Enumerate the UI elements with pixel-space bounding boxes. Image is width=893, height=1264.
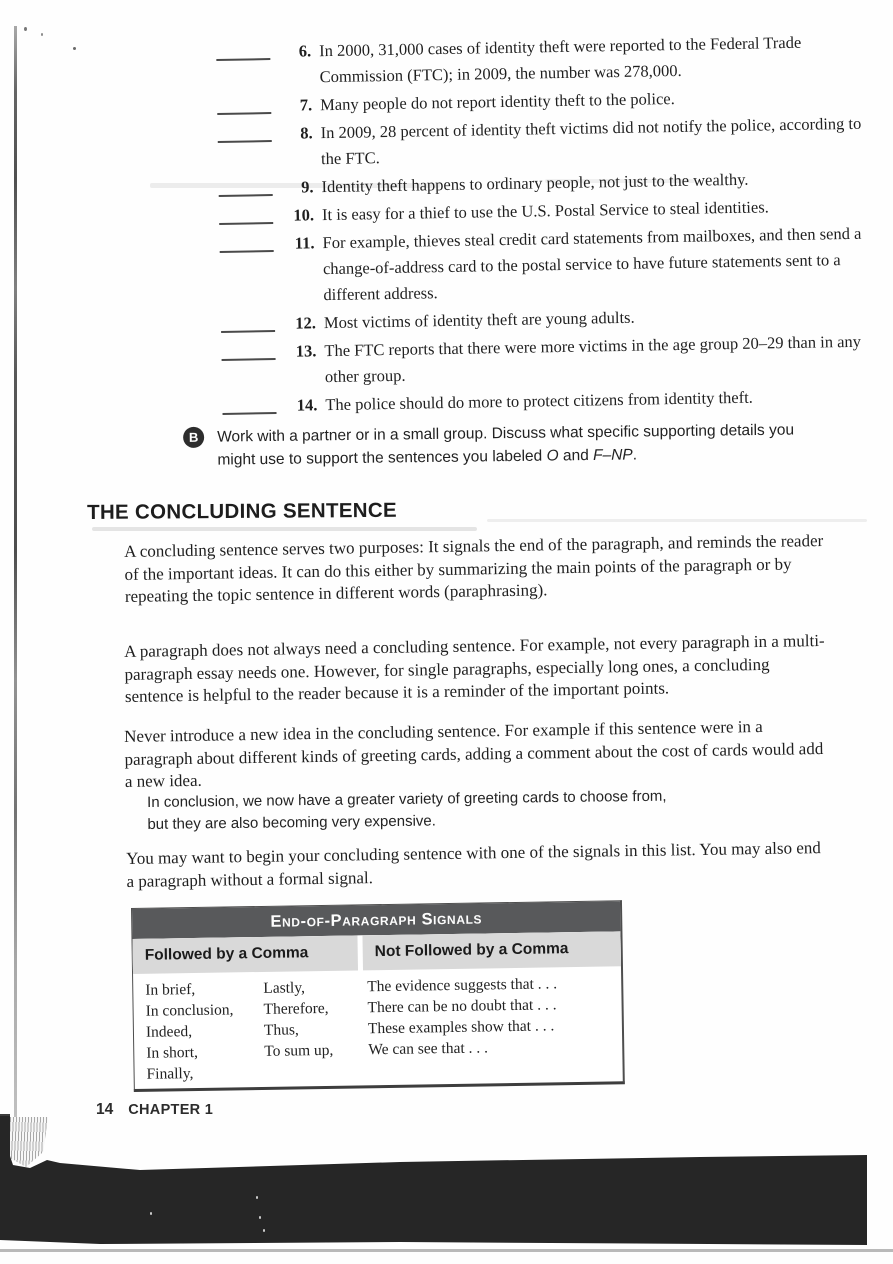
exercise-item-6: [216, 29, 865, 92]
label-f-np: F–NP: [592, 446, 633, 464]
signal-word: Indeed,: [145, 1023, 193, 1041]
activity-b-text: [217, 418, 802, 471]
column-header-not-followed: Not Followed by a Comma: [362, 931, 621, 970]
scan-smudge: [92, 527, 477, 531]
item-number: 6.: [298, 41, 312, 61]
item-text: In 2009, 28 percent of identity theft victims did not notify the police, according to the FTC.: [320, 113, 862, 169]
page-stack-edges: [8, 1117, 48, 1167]
answer-blank-line: [218, 175, 272, 197]
signal-word: Lastly,: [263, 979, 306, 997]
answer-blank-line: [219, 203, 273, 225]
item-number: 13.: [295, 341, 317, 361]
answer-blank-line: [221, 311, 275, 333]
example-concluding-sentence: In conclusion, we now have a greater variety of greeting cards to choose from, but they are also becoming very expensive.: [147, 787, 667, 833]
table-title: End-of-Paragraph Signals: [132, 901, 620, 939]
signal-phrase: These examples show that . . .: [367, 1017, 555, 1038]
followed-column: [145, 976, 369, 1084]
item-number: 10.: [293, 205, 315, 225]
activity-b-text-and: and: [558, 446, 594, 465]
scan-speck: [263, 1229, 265, 1232]
scan-dark-band: [0, 1116, 893, 1250]
scan-speck: [41, 33, 43, 36]
exercise-item-list: [216, 29, 871, 420]
exercise-item-8: [217, 111, 866, 174]
page-footer: [96, 1101, 213, 1119]
item-text: Most victims of identity theft are young adults.: [323, 307, 635, 333]
table-body: [133, 966, 623, 1089]
activity-b: [183, 418, 802, 472]
item-number: 8.: [300, 123, 313, 143]
item-number: 11.: [294, 233, 315, 253]
item-text: Identity theft happens to ordinary people, not just to the wealthy.: [321, 169, 749, 197]
signal-word: In conclusion,: [145, 1001, 234, 1020]
scan-smudge: [487, 519, 867, 522]
activity-b-text-before: Work with a partner or in a small group. Discuss what specific supporting details you might use to support the sentences you labeled: [217, 421, 795, 469]
scan-bottom-line: [0, 1249, 893, 1252]
followed-sublist-a: [145, 978, 265, 1085]
item-text: In 2000, 31,000 cases of identity theft were reported to the Federal Trade Commission (FTC); in 2009, the number was 278,000.: [319, 32, 802, 87]
paragraph-4: You may want to begin your concluding sentence with one of the signals in this list. You may also end a paragraph without a formal signal.: [126, 838, 821, 891]
paragraph-3: Never introduce a new idea in the concluding sentence. For example if this sentence were in a paragraph about different kinds of greeting cards, adding a comment about the cost of cards would add a new idea.: [124, 716, 824, 791]
signal-word: To sum up,: [264, 1041, 334, 1060]
exercise-item-11: [219, 221, 868, 310]
answer-blank-line: [221, 339, 275, 361]
item-text: For example, thieves steal credit card statements from mailboxes, and then send a change-of-address card to the postal service to have future statements sent to a different address.: [322, 223, 862, 305]
scan-speck: [259, 1216, 261, 1219]
signal-phrase: The evidence suggests that . . .: [367, 975, 558, 996]
not-followed-column: [367, 972, 623, 1081]
item-text: Many people do not report identity theft to the police.: [319, 89, 675, 115]
signal-word: Therefore,: [263, 999, 329, 1018]
signal-phrase: We can see that . . .: [368, 1039, 489, 1059]
item-text: The police should do more to protect citizens from identity theft.: [325, 387, 753, 415]
followed-sublist-b: [263, 976, 369, 1083]
signal-word: In brief,: [145, 981, 196, 999]
exercise-item-13: [221, 329, 870, 392]
item-number: 9.: [301, 177, 314, 197]
label-o: O: [546, 447, 559, 465]
signal-word: Thus,: [263, 1021, 299, 1039]
answer-blank-line: [219, 231, 273, 253]
signal-word: Finally,: [146, 1065, 194, 1083]
item-number: 12.: [295, 313, 317, 333]
signal-phrase: There can be no doubt that . . .: [367, 996, 557, 1017]
item-text: It is easy for a thief to use the U.S. Postal Service to steal identities.: [321, 197, 769, 225]
column-header-followed: Followed by a Comma: [132, 935, 358, 974]
paragraph-2: A paragraph does not always need a concluding sentence. For example, not every paragraph in a multi-paragraph essay needs one. However, for single paragraphs, especially long ones, a concluding sentence is helpful to the reader because it is a reminder of the important points.: [124, 630, 825, 706]
signal-word: In short,: [146, 1043, 199, 1062]
scan-speck: [256, 1196, 258, 1199]
scan-speck: [73, 47, 76, 50]
end-of-paragraph-signals-table: [131, 900, 625, 1092]
scan-speck: [150, 1212, 152, 1215]
paragraph-1: A concluding sentence serves two purposes: It signals the end of the paragraph, and reminds the reader of the important ideas. It can do this either by summarizing the main points of the paragraph or by repeating the topic sentence in different words (paraphrasing).: [124, 531, 824, 606]
activity-b-text-after: .: [632, 446, 638, 464]
answer-blank-line: [216, 39, 270, 61]
answer-blank-line: [217, 93, 271, 115]
page-number: 14: [96, 1101, 114, 1118]
answer-blank-line: [222, 393, 276, 415]
activity-b-badge: B: [183, 427, 204, 448]
answer-blank-line: [217, 121, 271, 143]
section-heading: THE CONCLUDING SENTENCE: [87, 498, 398, 524]
item-number: 14.: [296, 395, 318, 415]
item-text: The FTC reports that there were more victims in the age group 20–29 than in any other group.: [324, 331, 862, 387]
chapter-label: CHAPTER 1: [128, 1102, 214, 1118]
scan-speck: [24, 27, 27, 31]
page-binding-edge: [14, 26, 17, 1118]
item-number: 7.: [299, 95, 313, 115]
